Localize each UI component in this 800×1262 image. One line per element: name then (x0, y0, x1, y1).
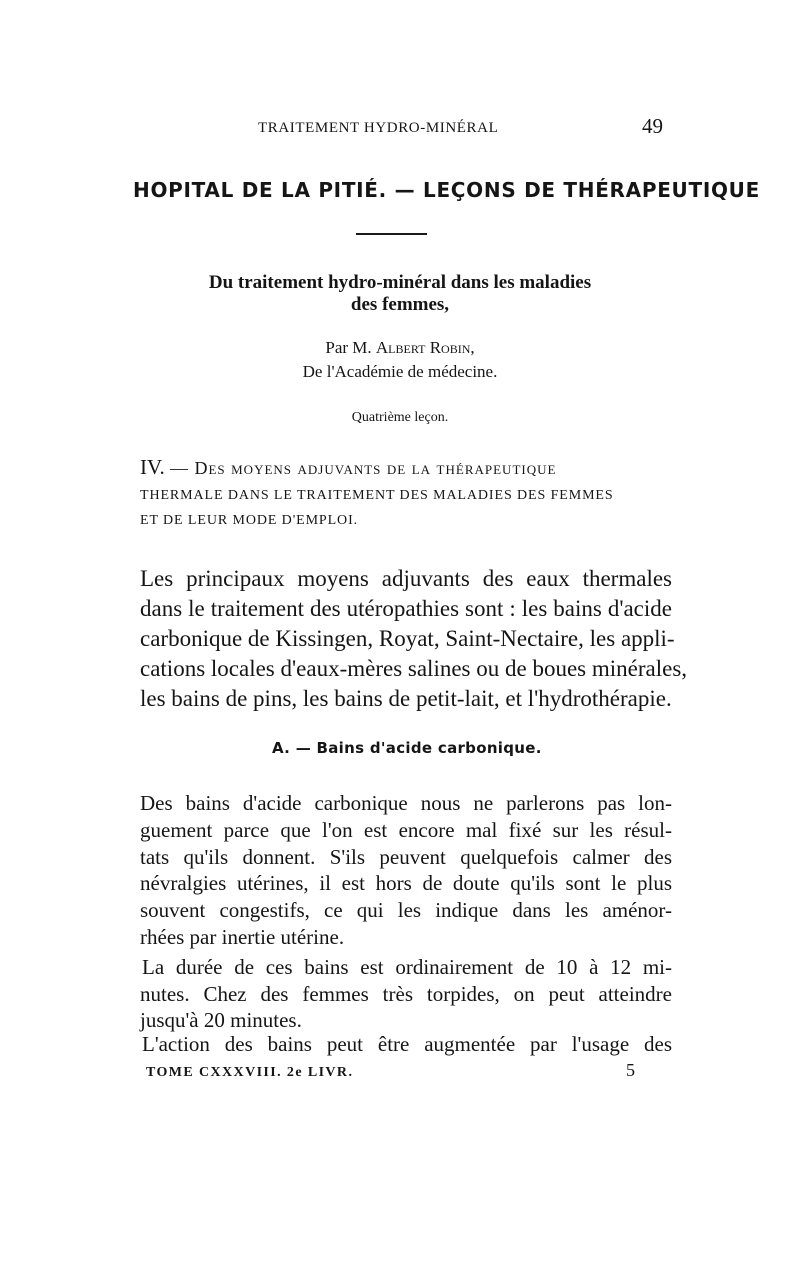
body-paragraph-line: La durée de ces bains est ordinairement de 10 à 12 mi- (142, 955, 672, 979)
hospital-heading: HOPITAL DE LA PITIÉ. — LEÇONS DE THÉRAPEUTIQUE (133, 178, 760, 202)
body-paragraph-line: Des bains d'acide carbonique nous ne parlerons pas lon- (140, 791, 672, 815)
author-affiliation: De l'Académie de médecine. (302, 362, 498, 381)
body-paragraph-line: souvent congestifs, ce qui les indique dans les aménor- (140, 898, 672, 922)
author-prefix: Par M. (325, 338, 376, 357)
intro-paragraph-line: cations locales d'eaux-mères salines ou de boues minérales, (140, 656, 688, 681)
body-paragraph-line: L'action des bains peut être augmentée par l'usage des (142, 1032, 672, 1056)
body-paragraph-line: nutes. Chez des femmes très torpides, on peut atteindre (140, 982, 672, 1006)
heading-rule (356, 233, 427, 235)
body-paragraph-line: rhées par inertie utérine. (140, 925, 345, 949)
footer-signature: TOME CXXXVIII. 2e LIVR. (146, 1065, 354, 1080)
author-byline (120, 338, 680, 358)
section-title-line-1 (140, 455, 556, 480)
lecture-title-line-2: des femmes, (350, 294, 450, 315)
body-paragraph-line: névralgies utérines, il est hors de doute qu'ils sont le plus (140, 871, 672, 895)
section-title-line-3: ET DE LEUR MODE D'EMPLOI. (140, 513, 359, 528)
running-title: TRAITEMENT HYDRO-MINÉRAL (258, 120, 499, 136)
lecture-number: Quatrième leçon. (351, 410, 449, 425)
section-title-line-2: THERMALE DANS LE TRAITEMENT DES MALADIES DES FEMMES (140, 488, 614, 503)
section-numeral: IV. (140, 455, 165, 479)
subsection-heading: A. — Bains d'acide carbonique. (272, 739, 542, 757)
footer-sheet-number: 5 (626, 1060, 635, 1080)
body-paragraph-line: jusqu'à 20 minutes. (140, 1008, 302, 1032)
body-paragraph-line: guement parce que l'on est encore mal fixé sur les résul- (140, 818, 672, 842)
intro-paragraph-line: carbonique de Kissingen, Royat, Saint-Nectaire, les appli- (140, 626, 675, 651)
page-number: 49 (642, 114, 663, 138)
lecture-title-line-1: Du traitement hydro-minéral dans les maladies (208, 272, 592, 293)
body-paragraph-line: tats qu'ils donnent. S'ils peuvent quelquefois calmer des (140, 845, 672, 869)
intro-paragraph-line: les bains de pins, les bains de petit-lait, et l'hydrothérapie. (140, 686, 672, 711)
intro-paragraph-line: Les principaux moyens adjuvants des eaux thermales (140, 566, 672, 591)
intro-paragraph-line: dans le traitement des utéropathies sont : les bains d'acide (140, 596, 672, 621)
section-title-text: — Des moyens adjuvants de la thérapeutique (169, 458, 557, 478)
author-name: Albert Robin, (375, 338, 475, 357)
